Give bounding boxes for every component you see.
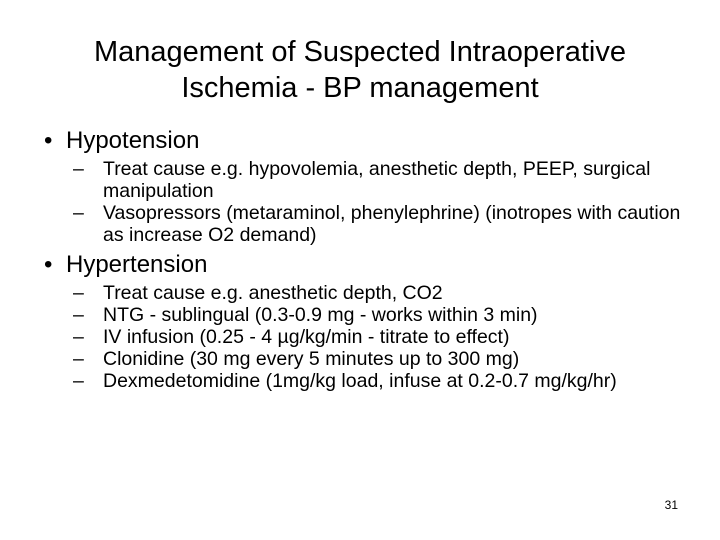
bullet-heading: Hypotension (66, 127, 200, 154)
list-item (44, 370, 694, 392)
hypertension-list (44, 282, 694, 392)
list-item (44, 304, 694, 326)
list-item (44, 202, 694, 246)
list-item-text: Treat cause e.g. hypovolemia, anesthetic depth, PEEP, surgical manipulation (103, 158, 651, 202)
slide-title-line-1: Management of Suspected Intraoperative (94, 36, 626, 68)
dash-icon: – (73, 158, 84, 180)
dash-icon: – (73, 282, 84, 304)
list-item-text: Treat cause e.g. anesthetic depth, CO2 (103, 282, 443, 304)
list-item (44, 326, 694, 348)
page-number: 31 (664, 498, 678, 512)
list-item-text: IV infusion (0.25 - 4 µg/kg/min - titrate to effect) (103, 326, 510, 348)
list-item-text: Clonidine (30 mg every 5 minutes up to 300 mg) (103, 348, 520, 370)
list-item-text: NTG - sublingual (0.3-0.9 mg - works within 3 min) (103, 304, 538, 326)
dash-icon: – (73, 304, 84, 326)
dash-icon: – (73, 348, 84, 370)
list-item (44, 348, 694, 370)
bullet-hypertension (44, 250, 694, 280)
bullet-heading: Hypertension (66, 251, 208, 278)
list-item (44, 158, 694, 202)
dash-icon: – (73, 326, 84, 348)
bullet-hypotension (44, 126, 694, 156)
slide-content (44, 126, 694, 392)
dash-icon: – (73, 370, 84, 392)
bullet-icon: • (44, 127, 53, 154)
dash-icon: – (73, 202, 84, 224)
bullet-icon: • (44, 251, 53, 278)
hypotension-list (44, 158, 694, 246)
list-item-text: Dexmedetomidine (1mg/kg load, infuse at 0.2-0.7 mg/kg/hr) (103, 370, 617, 392)
list-item (44, 282, 694, 304)
slide-title-line-2: Ischemia - BP management (181, 72, 539, 104)
slide-title (30, 34, 690, 106)
list-item-text: Vasopressors (metaraminol, phenylephrine) (inotropes with caution as increase O2 demand) (103, 202, 681, 246)
